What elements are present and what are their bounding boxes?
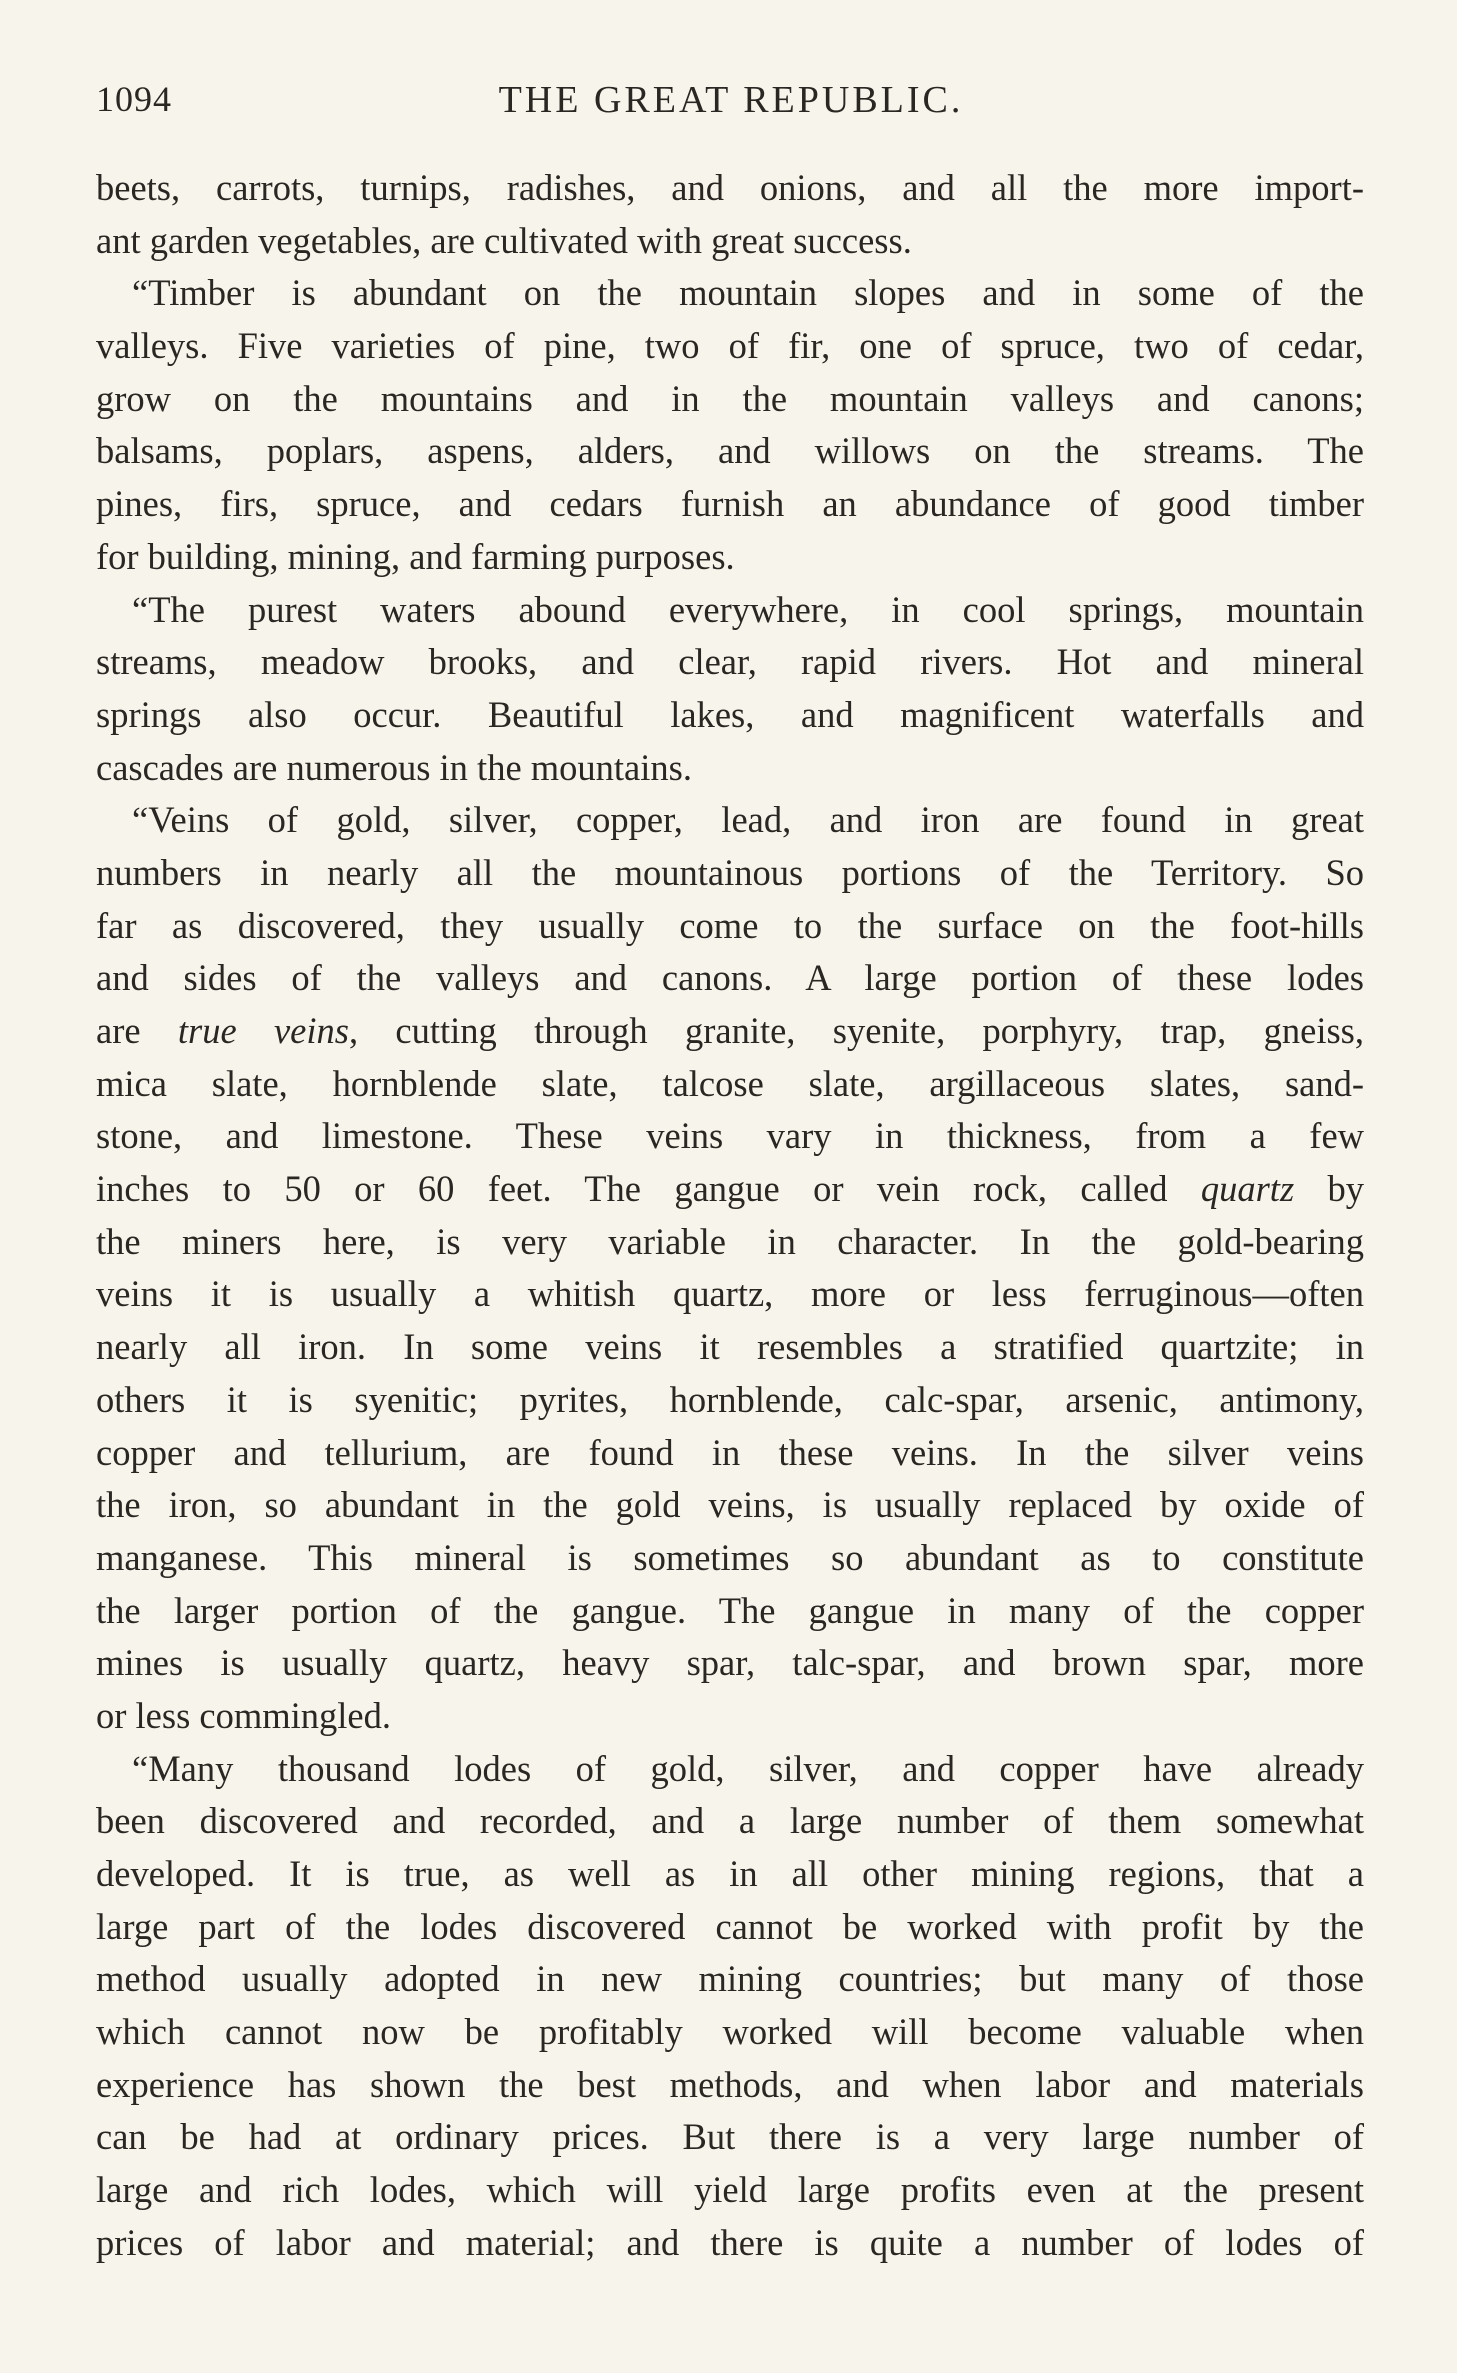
- text-line: the larger portion of the gangue. The gangue in many of the copper: [96, 1589, 1364, 1631]
- body-text: [96, 162, 1364, 2270]
- text-line: been discovered and recorded, and a large number of them somewhat: [96, 1800, 1364, 1842]
- text-line: far as discovered, they usually come to the surface on the foot-hills: [96, 904, 1364, 946]
- text-line: the iron, so abundant in the gold veins, is usually replaced by oxide of: [96, 1484, 1364, 1526]
- text-line: springs also occur. Beautiful lakes, and magnificent waterfalls and: [96, 693, 1364, 735]
- text-line: for building, mining, and farming purposes.: [96, 535, 735, 577]
- text-line: mica slate, hornblende slate, talcose slate, argillaceous slates, sand-: [96, 1062, 1364, 1104]
- text-line: ant garden vegetables, are cultivated with great success.: [96, 219, 912, 261]
- text-line: developed. It is true, as well as in all other mining regions, that a: [96, 1853, 1364, 1894]
- text-line: balsams, poplars, aspens, alders, and willows on the streams. The: [96, 430, 1364, 472]
- text-line: others it is syenitic; pyrites, hornblende, calc-spar, arsenic, antimony,: [96, 1378, 1364, 1420]
- text-line: manganese. This mineral is sometimes so abundant as to constitute: [96, 1536, 1364, 1578]
- text-line: beets, carrots, turnips, radishes, and onions, and all the more import-: [96, 167, 1364, 208]
- italic-term: quartz: [1200, 1168, 1295, 1210]
- text-line: large part of the lodes discovered cannot be worked with profit by the: [96, 1905, 1364, 1947]
- text-line: streams, meadow brooks, and clear, rapid rivers. Hot and mineral: [96, 641, 1364, 683]
- page-number: 1094: [96, 79, 172, 119]
- text-line: “Many thousand lodes of gold, silver, and copper have already: [132, 1747, 1364, 1789]
- text-line: are true veins, cutting through granite, syenite, porphyry, trap, gneiss,: [96, 1010, 1364, 1051]
- text-line: pines, firs, spruce, and cedars furnish an abundance of good timber: [96, 483, 1364, 525]
- italic-term: true veins: [177, 1010, 349, 1051]
- text-line: inches to 50 or 60 feet. The gangue or vein rock, called quartz by: [96, 1168, 1364, 1210]
- text-line: and sides of the valleys and canons. A large portion of these lodes: [96, 957, 1364, 999]
- text-line: “Timber is abundant on the mountain slopes and in some of the: [132, 272, 1364, 314]
- text-line: can be had at ordinary prices. But there is a very large number of: [96, 2116, 1364, 2158]
- text-line: grow on the mountains and in the mountain valleys and canons;: [96, 377, 1364, 419]
- text-line: prices of labor and material; and there is quite a number of lodes of: [96, 2221, 1364, 2263]
- text-line: which cannot now be profitably worked will become valuable when: [96, 2011, 1364, 2053]
- text-line: nearly all iron. In some veins it resembles a stratified quartzite; in: [96, 1326, 1364, 1368]
- text-line: numbers in nearly all the mountainous portions of the Territory. So: [96, 851, 1364, 893]
- text-line: or less commingled.: [96, 1694, 391, 1736]
- text-line: “Veins of gold, silver, copper, lead, and iron are found in great: [132, 799, 1364, 841]
- text-line: copper and tellurium, are found in these veins. In the silver veins: [96, 1431, 1364, 1473]
- text-line: mines is usually quartz, heavy spar, talc-spar, and brown spar, more: [96, 1642, 1364, 1684]
- text-line: method usually adopted in new mining countries; but many of those: [96, 1958, 1364, 2000]
- text-line: stone, and limestone. These veins vary in thickness, from a few: [96, 1115, 1364, 1157]
- text-line: veins it is usually a whitish quartz, more or less ferruginous—often: [96, 1273, 1364, 1315]
- text-line: experience has shown the best methods, and when labor and materials: [96, 2063, 1364, 2105]
- running-title: THE GREAT REPUBLIC.: [498, 79, 964, 121]
- text-line: cascades are numerous in the mountains.: [96, 746, 692, 788]
- text-line: large and rich lodes, which will yield large profits even at the present: [96, 2169, 1364, 2211]
- text-line: “The purest waters abound everywhere, in cool springs, mountain: [132, 588, 1364, 630]
- text-line: the miners here, is very variable in character. In the gold-bearing: [96, 1220, 1364, 1262]
- running-head: [96, 78, 1366, 134]
- text-line: valleys. Five varieties of pine, two of fir, one of spruce, two of cedar,: [96, 325, 1364, 367]
